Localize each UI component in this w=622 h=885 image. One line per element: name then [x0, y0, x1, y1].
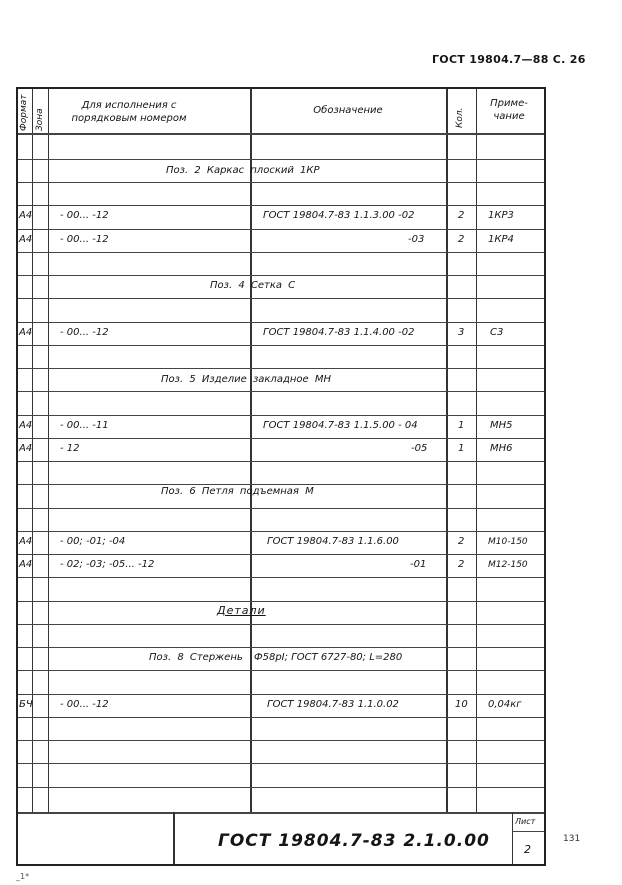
col-header-zone: Зона [35, 108, 45, 131]
cell-designation: -05 [411, 443, 428, 454]
cell-qty: 2 [458, 234, 465, 245]
col-header-format: Формат [19, 94, 29, 131]
cell-note: МН6 [490, 443, 513, 454]
col-header-qty: Кол. [455, 107, 465, 128]
cell-qty: 2 [458, 536, 465, 547]
cell-note: М12-150 [488, 560, 528, 570]
cell-execution: - 00... -12 [60, 327, 109, 338]
cell-designation: ГОСТ 19804.7-83 1.1.3.00 -02 [263, 210, 415, 221]
cell-qty: 3 [458, 327, 465, 338]
cell-execution: - 00... -11 [60, 420, 109, 431]
cell-note: 1КР4 [488, 234, 514, 245]
document-number: ГОСТ 19804.7-83 2.1.0.00 [218, 831, 490, 851]
section-title-details: Детали [217, 604, 266, 617]
col-divider-zone [48, 89, 49, 812]
section-title: Поз. 4 Сетка С [210, 280, 296, 291]
cell-designation: ГОСТ 19804.7-83 1.1.4.00 -02 [263, 327, 415, 338]
cell-format: А4 [19, 327, 33, 338]
cell-designation: ГОСТ 19804.7-83 1.1.6.00 [267, 536, 399, 547]
cell-execution: - 00... -12 [60, 234, 109, 245]
col-header-execution: Для исполнения с порядковым номером [71, 100, 187, 124]
cell-note: 1КР3 [488, 210, 514, 221]
section-title: Поз. 2 Каркас плоский 1КР [166, 165, 320, 176]
section-title: Поз. 5 Изделие закладное МН [161, 374, 331, 385]
cell-format: А4 [19, 559, 33, 570]
cell-note: С3 [490, 327, 504, 338]
sheet-number: 2 [524, 843, 531, 856]
cell-qty: 1 [458, 443, 465, 454]
sheet-label: Лист [515, 817, 536, 826]
col-header-designation: Обозначение [313, 105, 383, 116]
cell-designation: -01 [410, 559, 427, 570]
cell-qty: 10 [455, 699, 468, 710]
cell-qty: 2 [458, 210, 465, 221]
page-number: 131 [563, 834, 581, 844]
title-block-separator [18, 812, 544, 814]
cell-note: М10-150 [488, 537, 528, 547]
section-title: Поз. 6 Петля подъемная М [161, 486, 314, 497]
cell-format: БЧ [19, 699, 33, 710]
header-separator [18, 133, 544, 135]
cell-execution: - 12 [60, 443, 80, 454]
cell-qty: 1 [458, 420, 465, 431]
cell-designation: Ф58рI; ГОСТ 6727-80; L=280 [254, 652, 403, 663]
cell-format: А4 [19, 210, 33, 221]
cell-execution: - 00; -01; -04 [60, 536, 126, 547]
section-title: Поз. 8 Стержень [149, 652, 243, 663]
col-divider-designation [446, 89, 448, 812]
cell-note: 0,04кг [488, 699, 522, 710]
cell-execution: - 00... -12 [60, 210, 109, 221]
cell-qty: 2 [458, 559, 465, 570]
cell-designation: ГОСТ 19804.7-83 1.1.5.00 - 04 [263, 420, 418, 431]
cell-format: А4 [19, 536, 33, 547]
col-divider-qty [476, 89, 477, 812]
standard-reference: ГОСТ 19804.7—88 С. 26 [432, 53, 586, 66]
col-header-note: Приме-чание [490, 98, 528, 122]
cell-designation: -03 [408, 234, 425, 245]
cell-format: А4 [19, 420, 33, 431]
footer-mark: _1* [16, 872, 30, 881]
sheet-box-line [512, 831, 544, 832]
cell-execution: - 00... -12 [60, 699, 109, 710]
cell-execution: - 02; -03; -05... -12 [60, 559, 155, 570]
cell-designation: ГОСТ 19804.7-83 1.1.0.02 [267, 699, 399, 710]
cell-format: А4 [19, 234, 33, 245]
specification-table [16, 87, 546, 866]
sheet-box-divider [512, 812, 513, 864]
col-divider-execution [250, 89, 252, 812]
cell-note: МН5 [490, 420, 513, 431]
cell-format: А4 [19, 443, 33, 454]
title-block-divider [173, 812, 175, 864]
